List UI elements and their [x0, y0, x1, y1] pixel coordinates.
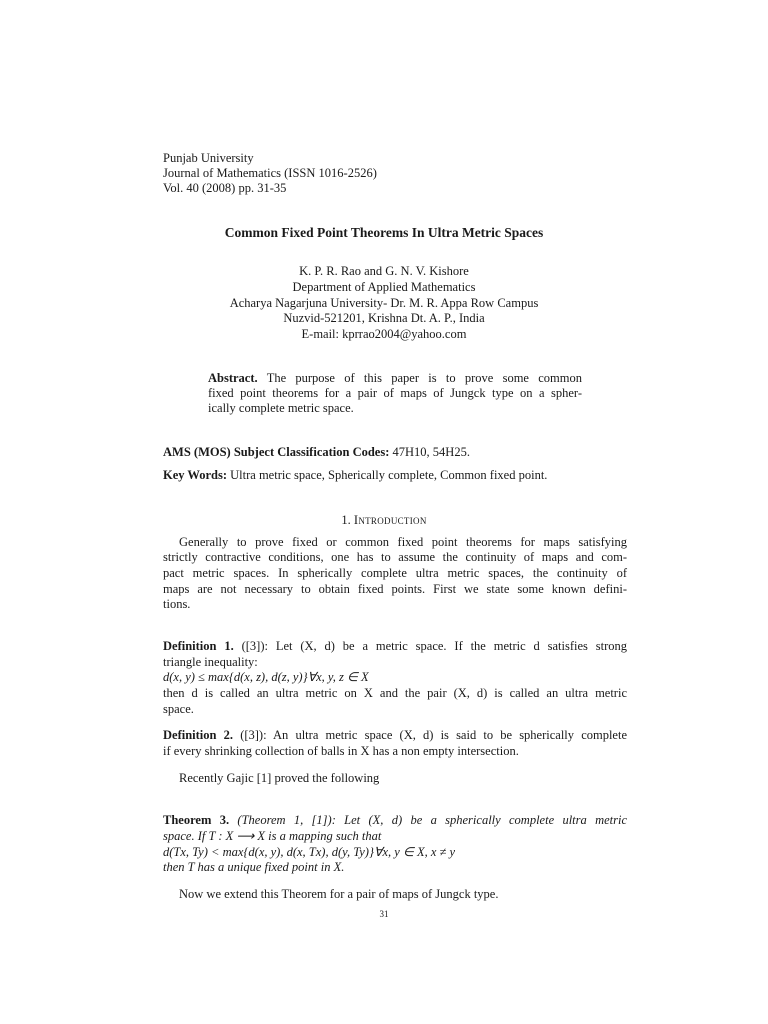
theorem-3-line-2: space. If T : X ⟶ X is a mapping such that: [163, 829, 382, 843]
definition-2-line-1: Definition 2. ([3]): An ultra metric space (X, d) is said to be spherically complete: [163, 728, 628, 742]
journal-name: Journal of Mathematics (ISSN 1016-2526): [163, 166, 377, 180]
intro-line-2: strictly contractive conditions, one has to assume the continuity of maps and com-: [163, 550, 627, 564]
intro-line-3: pact metric spaces. In spherically complete ultra metric spaces, the continuity of: [163, 566, 627, 580]
definition-1-formula: d(x, y) ≤ max{d(x, z), d(z, y)}∀x, y, z ∈ X: [163, 670, 369, 684]
definition-1-line-4: space.: [163, 702, 194, 716]
journal-university: Punjab University: [163, 151, 254, 165]
abstract-line-3: ically complete metric space.: [208, 401, 354, 415]
abstract-label: Abstract.: [208, 371, 258, 385]
author-university: Acharya Nagarjuna University- Dr. M. R. Appa Row Campus: [229, 296, 539, 310]
author-address: Nuzvid-521201, Krishna Dt. A. P., India: [283, 311, 485, 325]
theorem-3-formula: d(Tx, Ty) < max{d(x, y), d(x, Tx), d(y, Ty)}∀x, y ∈ X, x ≠ y: [163, 845, 456, 859]
extend-paragraph: Now we extend this Theorem for a pair of maps of Jungck type.: [179, 887, 499, 901]
author-names: K. P. R. Rao and G. N. V. Kishore: [299, 264, 469, 278]
author-email: E-mail: kprrao2004@yahoo.com: [301, 327, 467, 341]
author-department: Department of Applied Mathematics: [292, 280, 476, 294]
theorem-3-line-1: Theorem 3. (Theorem 1, [1]): Let (X, d) be a spherically complete ultra metric: [163, 813, 628, 827]
definition-2-line-2: if every shrinking collection of balls in X has a non empty intersection.: [163, 744, 519, 758]
definition-1-line-3: then d is called an ultra metric on X and the pair (X, d) is called an ultra metric: [163, 686, 627, 700]
journal-volume: Vol. 40 (2008) pp. 31-35: [163, 181, 287, 195]
intro-line-5: tions.: [163, 597, 191, 611]
theorem-3-line-3: then T has a unique fixed point in X.: [163, 860, 345, 874]
abstract-line-1: Abstract. The purpose of this paper is to prove some common: [208, 371, 582, 385]
ams-codes: AMS (MOS) Subject Classification Codes: 47H10, 54H25.: [163, 445, 470, 459]
abstract-line-2: fixed point theorems for a pair of maps of Jungck type on a spher-: [208, 386, 582, 400]
definition-1-line-1: Definition 1. ([3]): Let (X, d) be a metric space. If the metric d satisfies strong: [163, 639, 628, 653]
paper-title: Common Fixed Point Theorems In Ultra Metric Spaces: [224, 225, 544, 240]
key-words: Key Words: Ultra metric space, Spherically complete, Common fixed point.: [163, 468, 548, 482]
section-heading: 1. Introduction: [341, 513, 427, 527]
intro-line-4: maps are not necessary to obtain fixed points. First we state some known defini-: [163, 582, 627, 596]
intro-line-1: Generally to prove fixed or common fixed point theorems for maps satisfying: [179, 535, 627, 549]
definition-1-line-2: triangle inequality:: [163, 655, 258, 669]
page-number: 31: [379, 909, 389, 919]
recently-paragraph: Recently Gajic [1] proved the following: [179, 771, 380, 785]
